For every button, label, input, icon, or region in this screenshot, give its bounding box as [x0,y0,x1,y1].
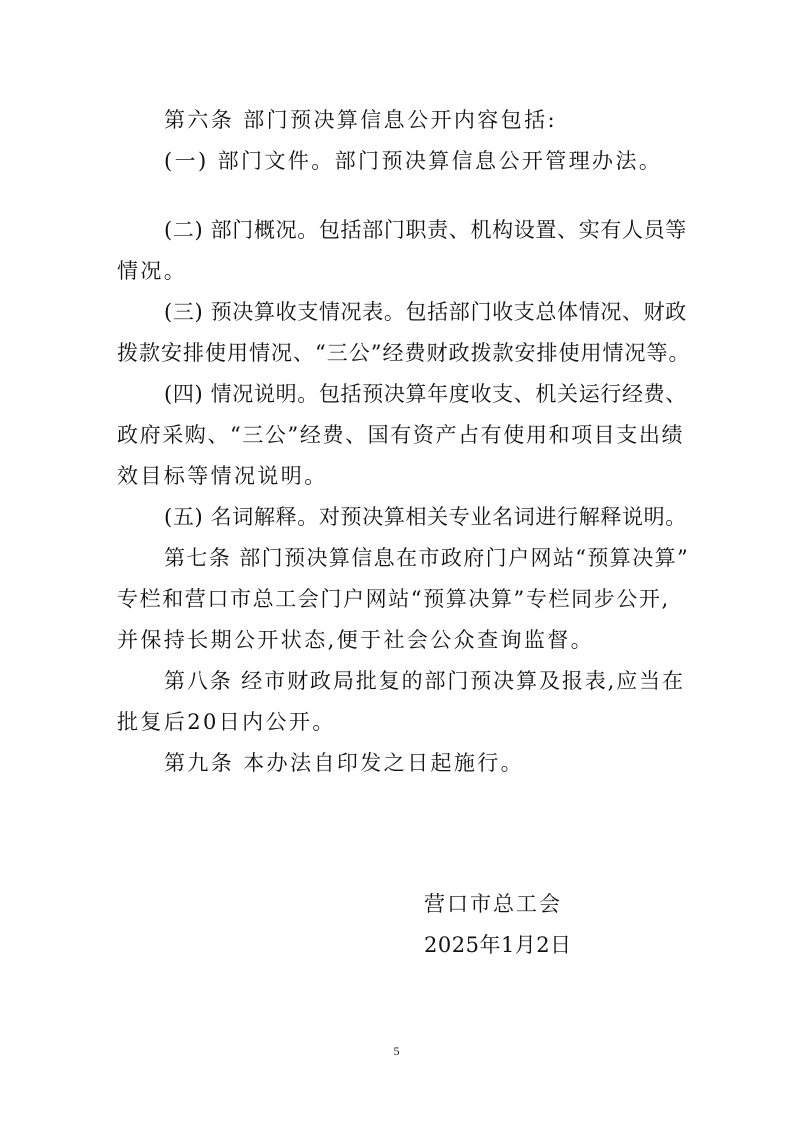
article-9-heading: 第九条 本办法自印发之日起施行。 [164,751,525,775]
article-7-continuation-2: 并保持长期公开状态,便于社会公众查询监督。 [117,628,595,652]
item-5-glossary: (五) 名词解释。对预决算相关专业名词进行解释说明。 [164,505,687,529]
item-3-continuation: 拨款安排使用情况、“三公”经费财政拨款安排使用情况等。 [117,341,691,365]
item-2-overview: (二) 部门概况。包括部门职责、机构设置、实有人员等 [164,218,687,242]
item-4-explanation: (四) 情况说明。包括预决算年度收支、机关运行经费、 [164,382,687,406]
article-7-heading: 第七条 部门预决算信息在市政府门户网站“预算决算” [164,546,690,570]
article-8-continuation: 批复后20日内公开。 [117,710,336,734]
article-6-heading: 第六条 部门预决算信息公开内容包括: [164,108,557,132]
item-1-documents: (一) 部门文件。部门预决算信息公开管理办法。 [164,149,663,173]
article-7-continuation-1: 专栏和营口市总工会门户网站“预算决算”专栏同步公开, [117,587,670,611]
page-number: 5 [393,1044,400,1058]
item-3-tables: (三) 预决算收支情况表。包括部门收支总体情况、财政 [164,300,687,324]
item-4-continuation-2: 效目标等情况说明。 [117,464,328,488]
signature-date: 2025年1月2日 [424,933,572,957]
signature-organization: 营口市总工会 [424,892,562,916]
item-2-continuation: 情况。 [117,259,188,283]
article-8-heading: 第八条 经市财政局批复的部门预决算及报表,应当在 [164,669,685,693]
item-4-continuation-1: 政府采购、“三公”经费、国有资产占有使用和项目支出绩 [117,423,685,447]
